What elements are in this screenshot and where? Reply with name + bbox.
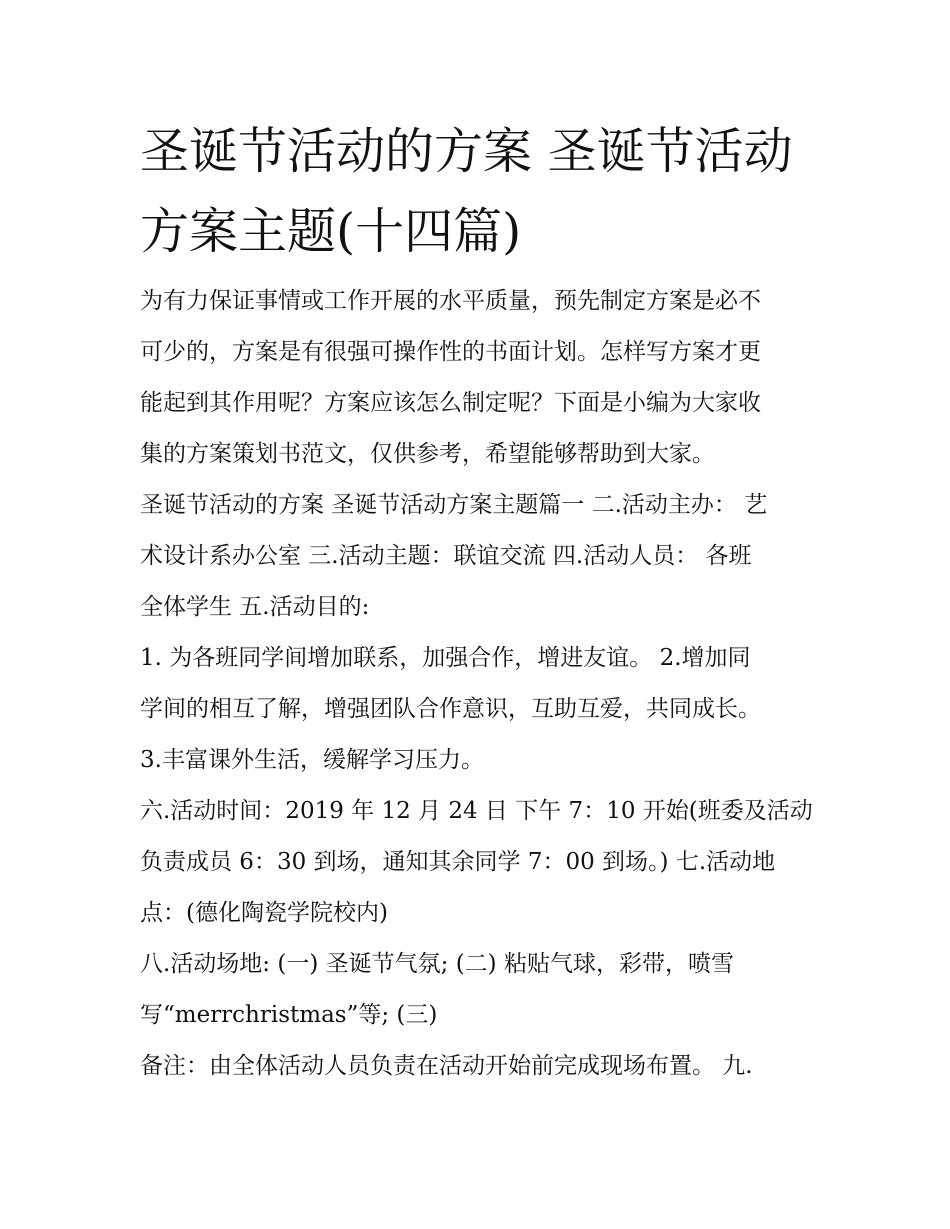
- body-text-line: 圣诞节活动的方案 圣诞节活动方案主题篇一 二.活动主办： 艺: [140, 492, 768, 518]
- body-text-line: 为有力保证事情或工作开展的水平质量，预先制定方案是必不: [140, 288, 761, 314]
- body-text-line: 术设计系办公室 三.活动主题：联谊交流 四.活动人员： 各班: [140, 543, 752, 569]
- body-text-line: 八.活动场地: (一) 圣诞节气氛; (二) 粘贴气球，彩带，喷雪: [140, 951, 734, 977]
- body-text-line: 六.活动时间：2019 年 12 月 24 日 下午 7：10 开始(班委及活动: [140, 798, 813, 824]
- body-text-line: 备注：由全体活动人员负责在活动开始前完成现场布置。 九.: [140, 1053, 753, 1079]
- body-text-line: 3.丰富课外生活，缓解学习压力。: [140, 747, 484, 773]
- body-text-line: 全体学生 五.活动目的:: [140, 594, 370, 620]
- title-line: 方案主题(十四篇): [140, 203, 522, 260]
- document-body: [140, 276, 830, 1092]
- body-text-line: 负责成员 6：30 到场，通知其余同学 7：00 到场。) 七.活动地: [140, 849, 776, 875]
- body-text-line: 集的方案策划书范文，仅供参考，希望能够帮助到大家。: [140, 441, 715, 467]
- body-text-line: 可少的，方案是有很强可操作性的书面计划。怎样写方案才更: [140, 339, 761, 365]
- body-text-line: 能起到其作用呢？方案应该怎么制定呢？下面是小编为大家收: [140, 390, 761, 416]
- document-title: [140, 112, 820, 272]
- title-line: 圣诞节活动的方案 圣诞节活动: [140, 123, 793, 180]
- body-text-line: 写“merrchristmas”等; (三): [140, 1002, 438, 1028]
- body-text-line: 点：(德化陶瓷学院校内): [140, 900, 388, 926]
- body-text-line: 1. 为各班同学间增加联系，加强合作，增进友谊。 2.增加同: [140, 645, 751, 671]
- body-text-line: 学间的相互了解，增强团队合作意识，互助互爱，共同成长。: [140, 696, 761, 722]
